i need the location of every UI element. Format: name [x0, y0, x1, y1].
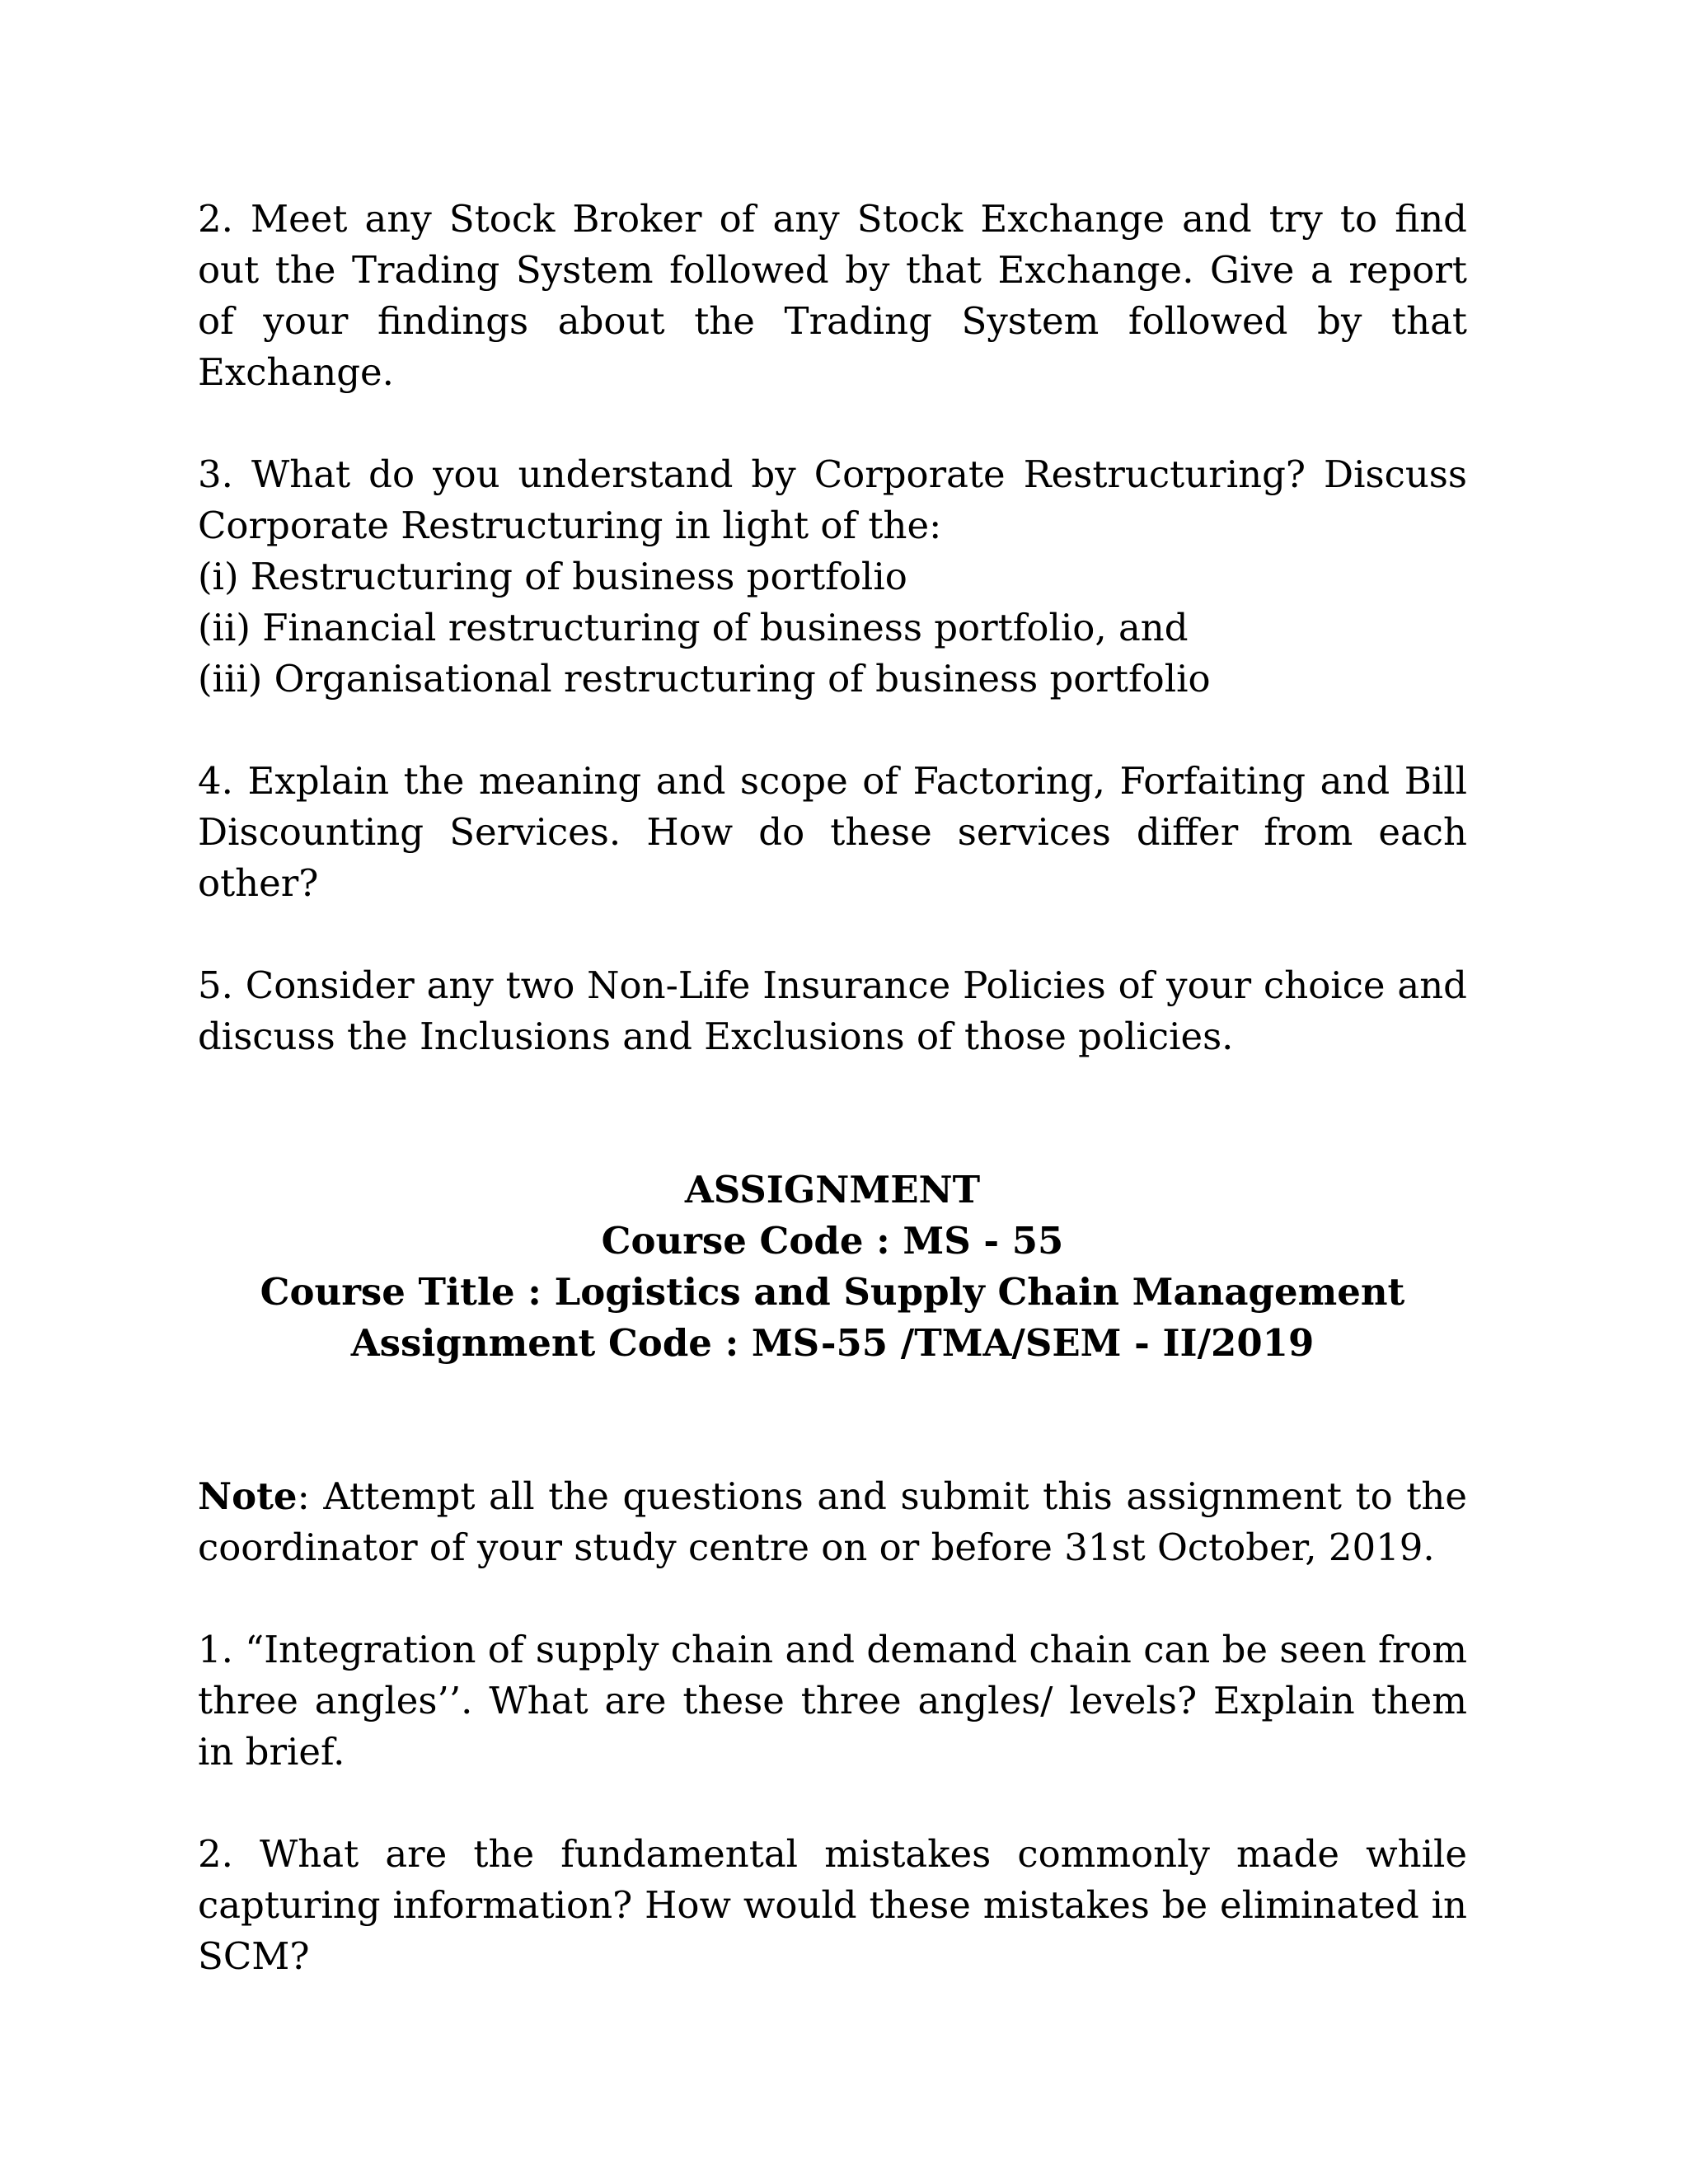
question-2-mistakes: 2. What are the fundamental mistakes commonly made while capturing information? How would these mistakes be eliminated in SCM?: [198, 1832, 1467, 1978]
course-code: Course Code : MS - 55: [601, 1219, 1064, 1263]
question-5-insurance: 5. Consider any two Non-Life Insurance Policies of your choice and discuss the Inclusions and Exclusions of those policies.: [198, 963, 1467, 1058]
assignment-code: Assignment Code : MS-55 /TMA/SEM - II/2019: [350, 1321, 1315, 1365]
question-3-item-i: (i) Restructuring of business portfolio: [198, 555, 907, 598]
question-3-intro: 3. What do you understand by Corporate Restructuring? Discuss Corporate Restructuring in light of the:: [198, 452, 1467, 547]
question-2-stock-broker: 2. Meet any Stock Broker of any Stock Exchange and try to find out the Trading System followed by that Exchange. Give a report of your findings about the Trading System followed by that Exchange.: [198, 197, 1467, 394]
assignment-header: [198, 1165, 1467, 1369]
question-3-corporate-restructuring: [198, 449, 1467, 705]
course-title: Course Title : Logistics and Supply Chain Management: [260, 1270, 1405, 1314]
assignment-title: ASSIGNMENT: [684, 1168, 981, 1212]
question-3-item-iii: (iii) Organisational restructuring of business portfolio: [198, 657, 1211, 701]
question-1-integration: 1. “Integration of supply chain and demand chain can be seen from three angles’’. What are these three angles/ levels? Explain them in brief.: [198, 1628, 1467, 1774]
note-paragraph: [198, 1471, 1467, 1573]
question-4-factoring: 4. Explain the meaning and scope of Factoring, Forfaiting and Bill Discounting Services. How do these services differ from each other?: [198, 759, 1467, 905]
question-3-item-ii: (ii) Financial restructuring of business portfolio, and: [198, 606, 1189, 649]
note-label: Note: [198, 1474, 298, 1518]
document-page: [198, 194, 1467, 2033]
note-text: : Attempt all the questions and submit this assignment to the coordinator of your study centre on or before 31st October, 2019.: [198, 1474, 1467, 1569]
